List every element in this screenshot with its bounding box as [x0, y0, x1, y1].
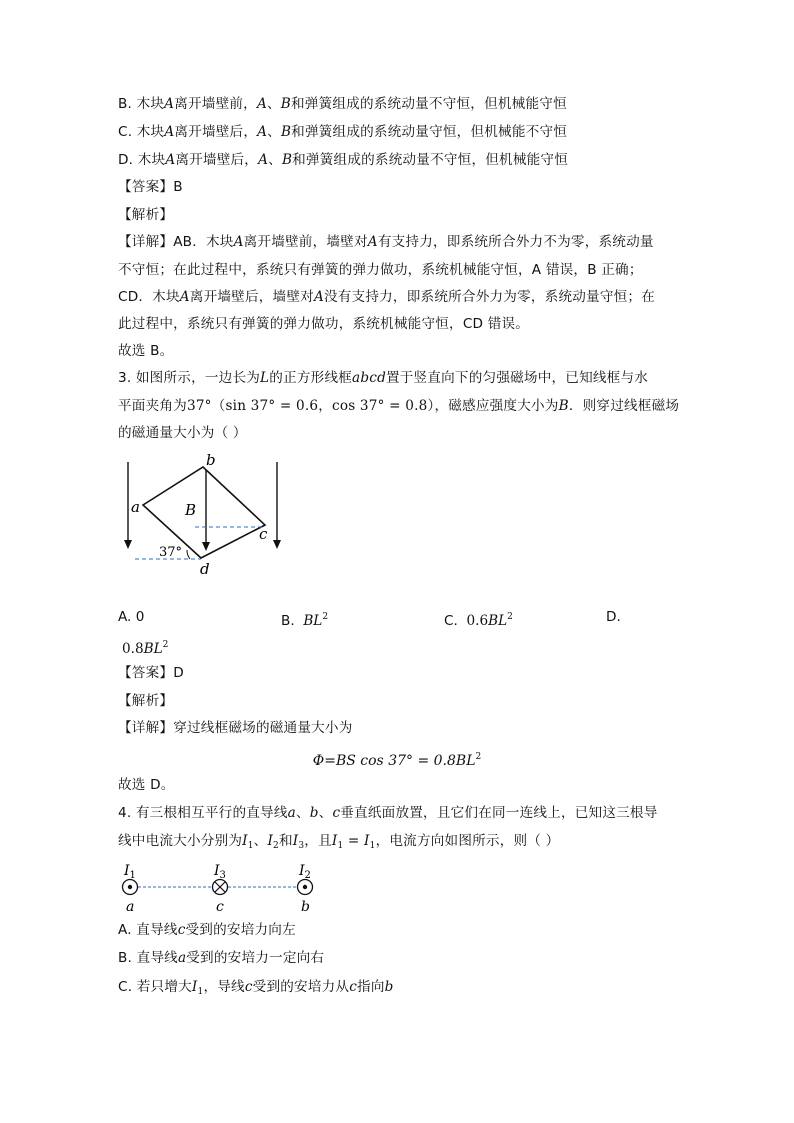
q2-detail-line-1: 【详解】AB．木块A离开墙壁前，墙壁对A有支持力，即系统所合外力不为零，系统动量: [118, 234, 654, 250]
q3-stem-line-3: 的磁通量大小为（ ）: [118, 425, 247, 441]
q3-option-a: A. 0: [118, 609, 145, 625]
wire-c-into-page-icon: [213, 880, 228, 895]
label-c: c: [259, 525, 268, 543]
q2-option-c: C. 木块A离开墙壁后，A、B和弹簧组成的系统动量守恒，但机械能不守恒: [118, 124, 568, 140]
q3-option-d-label: D.: [606, 609, 621, 625]
q2-detail-line-3: CD．木块A离开墙壁后，墙壁对A没有支持力，即系统所合外力为零，系统动量守恒；在: [118, 289, 656, 305]
q3-conclusion: 故选 D。: [118, 777, 175, 793]
q4-option-b: B. 直导线a受到的安培力一定向右: [118, 950, 325, 966]
q2-answer: 【答案】B: [118, 179, 183, 195]
label-wire-c: c: [216, 899, 224, 915]
q3-answer: 【答案】D: [118, 665, 184, 681]
q4-stem-line-1: 4. 有三根相互平行的直导线a、b、c垂直纸面放置，且它们在同一连线上，已知这三根导: [118, 805, 658, 821]
label-wire-b: b: [301, 899, 310, 915]
q3-detail: 【详解】穿过线框磁场的磁通量大小为: [118, 720, 353, 736]
q3-option-b: B. $BL^2$: [281, 612, 329, 629]
q2-conclusion: 故选 B。: [118, 343, 174, 359]
label-d: d: [200, 560, 210, 578]
field-arrow-right: [273, 540, 281, 549]
q4-three-wires-figure: [115, 860, 325, 915]
q3-option-c: C. $0.6BL^2$: [444, 612, 513, 629]
angle-arc: [187, 550, 190, 559]
field-arrow-middle: [202, 542, 210, 551]
wire-b-out-of-page-icon: [298, 880, 313, 895]
q3-stem-line-1: 3. 如图所示，一边长为L的正方形线框abcd置于竖直向下的匀强磁场中，已知线框与水: [118, 370, 649, 386]
q2-analysis-label: 【解析】: [118, 207, 174, 223]
wire-a-out-of-page-icon: [123, 880, 138, 895]
label-a: a: [131, 498, 140, 516]
q2-option-d: D. 木块A离开墙壁后，A、B和弹簧组成的系统动量不守恒，但机械能守恒: [118, 152, 569, 168]
label-field-B: B: [185, 501, 197, 519]
label-I2: $I_2$: [299, 863, 311, 881]
q2-detail-line-2: 不守恒；在此过程中，系统只有弹簧的弹力做功，系统机械能守恒，A 错误，B 正确；: [118, 262, 643, 278]
label-angle: 37°: [159, 545, 183, 560]
q3-flux-equation: Φ=BS $\cos 37^\circ = 0.8BL^2$: [312, 752, 482, 769]
label-b: b: [206, 451, 216, 469]
field-arrow-left: [124, 540, 132, 549]
q2-option-b: B. 木块A离开墙壁前，A、B和弹簧组成的系统动量不守恒，但机械能守恒: [118, 96, 567, 112]
q2-detail-line-4: 此过程中，系统只有弹簧的弹力做功，系统机械能守恒，CD 错误。: [118, 316, 530, 332]
q4-stem-line-2: 线中电流大小分别为$I_1$、$I_2$和$I_3$，且$I_1 = I_1$，电流方向如图所示，则（ ）: [118, 833, 560, 851]
q3-square-loop-figure: [115, 450, 295, 580]
q3-analysis-label: 【解析】: [118, 693, 174, 709]
label-I1: $I_1$: [124, 863, 136, 881]
q4-option-c: C. 若只增大$I_1$，导线c受到的安培力从c指向b: [118, 979, 394, 997]
label-I3: $I_3$: [214, 863, 226, 881]
label-wire-a: a: [126, 899, 135, 915]
q4-option-a: A. 直导线c受到的安培力向左: [118, 922, 296, 938]
q3-stem-line-2: 平面夹角为37°（sin 37° = 0.6，cos 37° = 0.8），磁感应强度大小为B．则穿过线框磁场: [118, 398, 680, 414]
q3-option-d-value: $0.8BL^2$: [122, 640, 169, 657]
